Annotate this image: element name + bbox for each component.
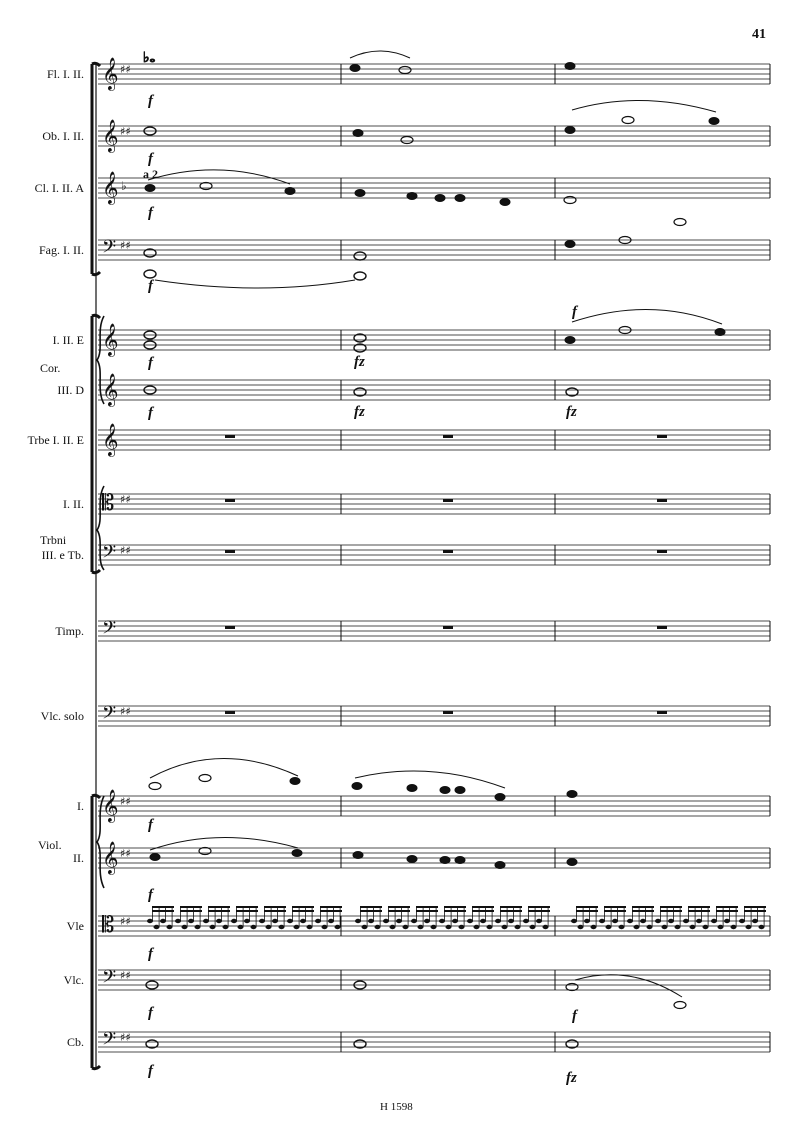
staff-vl1: [98, 789, 770, 823]
sixteenth-note: [703, 925, 709, 929]
staff-cb: [98, 1029, 770, 1054]
note-head: [350, 65, 360, 72]
instrument-label-vle: Vle: [66, 919, 84, 933]
staff-fl: [98, 57, 770, 91]
sixteenth-note: [718, 925, 724, 929]
beam: [180, 906, 202, 908]
staff-cor2: [98, 373, 770, 407]
note-head: [407, 193, 417, 200]
note-head: [709, 118, 719, 125]
whole-rest: [225, 435, 235, 438]
note-head: [455, 195, 465, 202]
sixteenth-note: [752, 919, 758, 923]
sixteenth-note: [584, 919, 590, 923]
instrument-label-ob: Ob. I. II.: [42, 129, 84, 143]
sixteenth-note: [418, 925, 424, 929]
sixteenth-note: [571, 919, 577, 923]
bass-clef-icon: 𝄢: [102, 237, 117, 262]
dynamic-forzando: fz: [354, 354, 365, 370]
staff-fag: [98, 237, 770, 262]
staff-ob: [98, 119, 770, 153]
instrument-label-vl2: II.: [73, 851, 84, 865]
whole-rest: [225, 711, 235, 714]
beam: [388, 906, 410, 908]
dynamic-forte: f: [572, 1008, 577, 1024]
sixteenth-note: [634, 925, 640, 929]
dynamic-forte: f: [148, 151, 153, 167]
staff-trb1: [98, 491, 770, 516]
sixteenth-note: [474, 925, 480, 929]
dynamics: [148, 93, 579, 1086]
note-head: [565, 127, 575, 134]
whole-rest: [657, 499, 667, 502]
sixteenth-note: [294, 925, 300, 929]
slur: [350, 51, 410, 58]
note-head: [567, 859, 577, 866]
beam: [576, 910, 598, 912]
whole-rest: [657, 626, 667, 629]
note-head: [352, 783, 362, 790]
note-head: [399, 67, 411, 74]
whole-rest: [657, 711, 667, 714]
slur: [575, 975, 682, 997]
sixteenth-note: [668, 919, 674, 923]
note-head: [353, 130, 363, 137]
key-signature-icon: ♯♯: [120, 915, 131, 928]
beam: [208, 910, 230, 912]
note-head: [355, 190, 365, 197]
beam: [360, 906, 382, 908]
group-label-trbni: Trbni: [40, 533, 67, 547]
key-signature-icon: ♭: [121, 179, 127, 193]
dynamic-forte: f: [148, 93, 153, 109]
note-head: [564, 197, 576, 204]
note-head: [150, 854, 160, 861]
sixteenth-note: [467, 919, 473, 923]
sixteenth-note: [160, 919, 166, 923]
note-head: [622, 117, 634, 124]
treble-clef-icon: 𝄞: [102, 57, 119, 90]
note-head: [565, 241, 575, 248]
dynamic-forte: f: [148, 1005, 153, 1021]
sixteenth-note: [279, 925, 285, 929]
page-number: 41: [752, 27, 766, 42]
instrument-label-vlcs: Vlc. solo: [40, 709, 84, 723]
sixteenth-note: [487, 925, 493, 929]
sixteenth-note: [251, 925, 257, 929]
beam: [660, 910, 682, 912]
dynamic-forte: f: [148, 355, 153, 371]
whole-rest: [443, 435, 453, 438]
sixteenth-note: [231, 919, 237, 923]
note-head: [292, 850, 302, 857]
sixteenth-note: [431, 925, 437, 929]
staff-timp: [98, 618, 770, 643]
beam: [320, 906, 342, 908]
note-head: ♭𝅝: [143, 50, 156, 66]
group-label-cor: Cor.: [40, 361, 61, 375]
sixteenth-note: [154, 925, 160, 929]
note-head: [401, 137, 413, 144]
instrument-label-vlc: Vlc.: [63, 973, 84, 987]
sixteenth-note: [619, 925, 625, 929]
beam: [472, 910, 494, 912]
note-head: [495, 862, 505, 869]
beam: [576, 906, 598, 908]
dynamic-forte: f: [148, 278, 153, 294]
group-label-viol: Viol.: [38, 838, 62, 852]
instrument-label-cor2: III. D: [57, 383, 84, 397]
sixteenth-note: [238, 925, 244, 929]
key-signature-icon: ♯♯: [120, 493, 131, 506]
note-head: [440, 857, 450, 864]
instrument-label-trbe: Trbe I. II. E: [27, 433, 84, 447]
staff-cor1: [98, 323, 770, 357]
beam: [416, 906, 438, 908]
sixteenth-note: [675, 925, 681, 929]
key-signature-icon: ♯♯: [120, 847, 131, 860]
beam: [660, 906, 682, 908]
beam: [292, 910, 314, 912]
beam: [388, 910, 410, 912]
whole-rest: [443, 499, 453, 502]
instrument-label-vl1: I.: [77, 799, 84, 813]
whole-rest: [225, 499, 235, 502]
beam: [236, 910, 258, 912]
bass-clef-icon: 𝄢: [102, 542, 117, 567]
bass-clef-icon: 𝄢: [102, 703, 117, 728]
treble-clef-icon: 𝄞: [102, 171, 119, 204]
sixteenth-note: [307, 925, 313, 929]
note-head: [440, 787, 450, 794]
sixteenth-note: [452, 919, 458, 923]
note-head: [565, 337, 575, 344]
sixteenth-note: [627, 919, 633, 923]
tenor-clef-icon: 𝄡: [102, 491, 115, 516]
sixteenth-note: [696, 919, 702, 923]
dynamic-forzando: fz: [566, 404, 577, 420]
beam: [604, 910, 626, 912]
dynamic-forzando: fz: [566, 1070, 577, 1086]
sixteenth-note: [647, 925, 653, 929]
beam: [528, 910, 550, 912]
sixteenth-note: [591, 925, 597, 929]
note-head: [500, 199, 510, 206]
staff-system: [98, 57, 770, 1054]
sixteenth-note: [182, 925, 188, 929]
staff-trb2: [98, 542, 770, 567]
dynamic-forte: f: [148, 205, 153, 221]
sixteenth-note: [315, 919, 321, 923]
dynamic-forte: f: [572, 304, 577, 320]
beam: [264, 910, 286, 912]
sixteenth-note: [711, 919, 717, 923]
whole-rest: [443, 626, 453, 629]
sixteenth-note: [739, 919, 745, 923]
beam: [688, 906, 710, 908]
sixteenth-note: [188, 919, 194, 923]
beam: [444, 906, 466, 908]
music-notation: [143, 50, 725, 1048]
plate-number: H 1598: [380, 1101, 413, 1113]
sixteenth-note: [368, 919, 374, 923]
instrument-label-fag: Fag. I. II.: [39, 243, 84, 257]
sixteenth-note: [287, 919, 293, 923]
sixteenth-note: [612, 919, 618, 923]
sixteenth-note: [530, 925, 536, 929]
beam: [500, 906, 522, 908]
beam: [716, 906, 738, 908]
treble-clef-icon: 𝄞: [102, 841, 119, 874]
dynamic-forte: f: [148, 1063, 153, 1079]
sixteenth-note: [328, 919, 334, 923]
sixteenth-note: [322, 925, 328, 929]
instrument-label-cl: Cl. I. II. A: [34, 181, 84, 195]
rests: [225, 435, 667, 714]
sixteenth-note: [272, 919, 278, 923]
slur: [355, 771, 505, 788]
beam: [688, 910, 710, 912]
tie: [155, 280, 355, 288]
sixteenth-note: [502, 925, 508, 929]
instrument-label-fl: Fl. I. II.: [47, 67, 84, 81]
sixteenth-note: [203, 919, 209, 923]
note-head: [149, 783, 161, 790]
note-head: [353, 852, 363, 859]
instrument-labels: [27, 67, 84, 1049]
sixteenth-note: [223, 925, 229, 929]
sixteenth-note: [147, 919, 153, 923]
sixteenth-note: [536, 919, 542, 923]
beam: [604, 906, 626, 908]
a2-annotation: a 2: [143, 167, 158, 181]
note-head: [435, 195, 445, 202]
beam: [744, 910, 766, 912]
note-head: [715, 329, 725, 336]
note-head: [495, 794, 505, 801]
note-head: [674, 219, 686, 226]
sixteenth-note: [480, 919, 486, 923]
key-signature-icon: ♯♯: [120, 705, 131, 718]
sixteenth-note: [167, 925, 173, 929]
bass-clef-icon: 𝄢: [102, 1029, 117, 1054]
key-signature-icon: ♯♯: [120, 239, 131, 252]
staff-vl2: [98, 841, 770, 875]
sixteenth-note: [300, 919, 306, 923]
note-head: [674, 1002, 686, 1009]
sixteenth-note: [515, 925, 521, 929]
treble-clef-icon: 𝄞: [102, 323, 119, 356]
sixteenth-note: [759, 925, 765, 929]
key-signature-icon: ♯♯: [120, 125, 131, 138]
sixteenth-note: [266, 925, 272, 929]
sixteenth-note: [216, 919, 222, 923]
note-head: [285, 188, 295, 195]
sixteenth-note: [599, 919, 605, 923]
dynamic-forte: f: [148, 817, 153, 833]
note-head: [455, 787, 465, 794]
note-head: [200, 183, 212, 190]
sixteenth-note: [403, 925, 409, 929]
instrument-label-trb1: I. II.: [63, 497, 84, 511]
staff-vlcs: [98, 703, 770, 728]
treble-clef-icon: 𝄞: [102, 423, 119, 456]
sixteenth-note: [175, 919, 181, 923]
beam: [292, 906, 314, 908]
sixteenth-note: [375, 925, 381, 929]
sixteenth-note: [655, 919, 661, 923]
sixteenth-note: [662, 925, 668, 929]
treble-clef-icon: 𝄞: [102, 373, 119, 406]
beam: [360, 910, 382, 912]
beam: [180, 910, 202, 912]
sixteenth-note: [508, 919, 514, 923]
whole-rest: [443, 711, 453, 714]
sixteenth-note: [683, 919, 689, 923]
slur: [150, 758, 298, 778]
sixteenth-note: [390, 925, 396, 929]
note-head: [199, 775, 211, 782]
beam: [320, 910, 342, 912]
sixteenth-note: [746, 925, 752, 929]
note-head: [354, 252, 366, 260]
whole-rest: [225, 550, 235, 553]
whole-rest: [225, 626, 235, 629]
sixteenth-note: [606, 925, 612, 929]
dynamic-forte: f: [148, 887, 153, 903]
sixteenth-note: [411, 919, 417, 923]
staff-cl: [98, 171, 770, 205]
beam: [632, 910, 654, 912]
beam: [152, 910, 174, 912]
sixteenth-note: [640, 919, 646, 923]
instrument-label-timp: Timp.: [55, 624, 84, 638]
staff-vlc: [98, 967, 770, 992]
sixteenth-note: [459, 925, 465, 929]
sixteenth-note: [355, 919, 361, 923]
note-head: [407, 856, 417, 863]
note-head: [407, 785, 417, 792]
slur: [572, 100, 716, 112]
instrument-label-cor1: I. II. E: [52, 333, 84, 347]
instrument-label-cb: Cb.: [66, 1035, 84, 1049]
note-head: [566, 984, 578, 991]
barlines: [341, 64, 770, 1052]
key-signature-icon: ♯♯: [120, 969, 131, 982]
beam: [416, 910, 438, 912]
beam: [528, 906, 550, 908]
sixteenth-note: [690, 925, 696, 929]
note-head: [567, 791, 577, 798]
sixteenth-note: [724, 919, 730, 923]
bass-clef-icon: 𝄢: [102, 618, 117, 643]
note-head: [144, 270, 156, 278]
sixteenth-note: [424, 919, 430, 923]
treble-clef-icon: 𝄞: [102, 119, 119, 152]
beam: [264, 906, 286, 908]
note-head: [199, 848, 211, 855]
sixteenth-note: [396, 919, 402, 923]
sixteenth-note: [362, 925, 368, 929]
bass-clef-icon: 𝄢: [102, 967, 117, 992]
sixteenth-note: [578, 925, 584, 929]
slur: [148, 170, 290, 184]
beam: [632, 906, 654, 908]
sixteenth-note: [731, 925, 737, 929]
whole-rest: [657, 435, 667, 438]
key-signature-icon: ♯♯: [120, 1031, 131, 1044]
dynamic-forzando: fz: [354, 404, 365, 420]
sixteenth-note: [210, 925, 216, 929]
dynamic-forte: f: [148, 405, 153, 421]
note-head: [145, 185, 155, 192]
beam: [744, 906, 766, 908]
sixteenth-note: [195, 925, 201, 929]
beam: [716, 910, 738, 912]
alto-clef-icon: 𝄡: [102, 913, 115, 938]
sixteenth-note: [259, 919, 265, 923]
staff-trbe: [98, 423, 770, 457]
beam: [444, 910, 466, 912]
treble-clef-icon: 𝄞: [102, 789, 119, 822]
beam: [500, 910, 522, 912]
instrument-label-trb2: III. e Tb.: [41, 548, 84, 562]
key-signature-icon: ♯♯: [120, 795, 131, 808]
beam: [236, 906, 258, 908]
sixteenth-note: [523, 919, 529, 923]
sixteenth-note: [335, 925, 341, 929]
sixteenth-note: [446, 925, 452, 929]
note-head: [290, 778, 300, 785]
note-head: [354, 272, 366, 280]
beam: [208, 906, 230, 908]
whole-rest: [657, 550, 667, 553]
note-head: [565, 63, 575, 70]
key-signature-icon: ♯♯: [120, 544, 131, 557]
beam: [152, 906, 174, 908]
slur: [572, 309, 722, 324]
sixteenth-note: [439, 919, 445, 923]
dynamic-forte: f: [148, 946, 153, 962]
sixteenth-note: [543, 925, 549, 929]
key-signature-icon: ♯♯: [120, 63, 131, 76]
sixteenth-note: [495, 919, 501, 923]
whole-rest: [443, 550, 453, 553]
beam: [472, 906, 494, 908]
note-head: [455, 857, 465, 864]
sixteenth-note: [244, 919, 250, 923]
sixteenth-note: [383, 919, 389, 923]
